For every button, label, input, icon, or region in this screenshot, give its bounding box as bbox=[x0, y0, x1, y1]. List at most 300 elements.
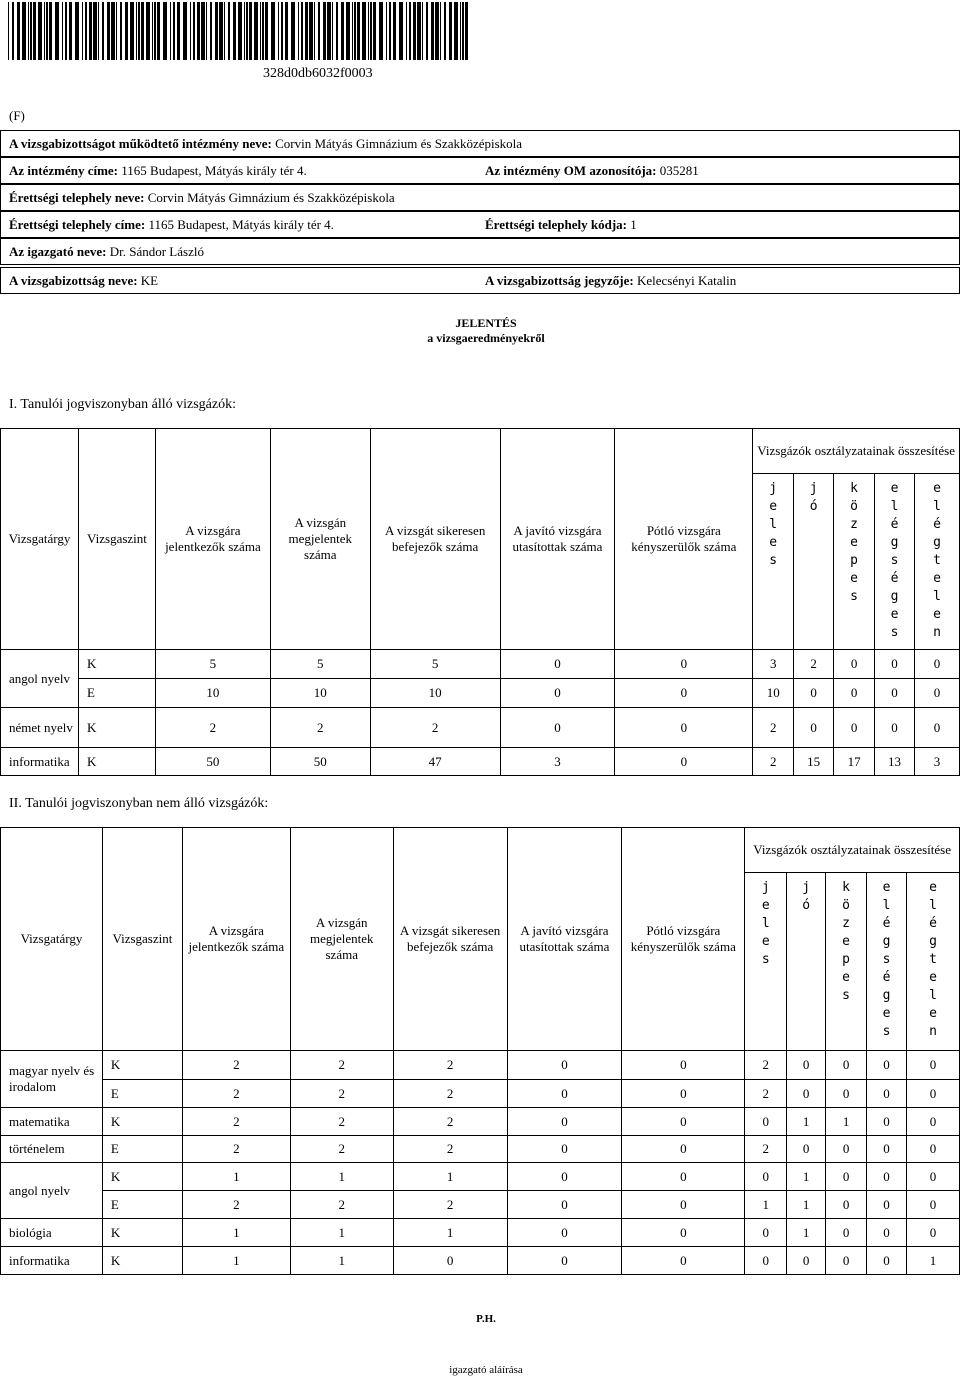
value-cell: 2 bbox=[745, 1136, 787, 1163]
barcode-bar bbox=[332, 2, 333, 60]
value-cell: 1 bbox=[787, 1191, 826, 1219]
value-cell: 2 bbox=[745, 1080, 787, 1108]
barcode-bar bbox=[69, 2, 72, 60]
col-grade bbox=[907, 873, 960, 1051]
table-row bbox=[1, 1247, 960, 1275]
value-cell: 0 bbox=[914, 708, 959, 748]
form-mark: (F) bbox=[9, 108, 25, 123]
value-cell: 0 bbox=[507, 1136, 622, 1163]
col-subject: Vizsgatárgy bbox=[1, 828, 103, 1051]
value-cell: 0 bbox=[914, 679, 959, 708]
om-value: 035281 bbox=[659, 162, 699, 178]
barcode-bar bbox=[224, 2, 225, 60]
value-cell: 0 bbox=[867, 1219, 907, 1247]
signature-label: igazgató aláírása bbox=[449, 1364, 523, 1376]
value-cell: 0 bbox=[507, 1108, 622, 1136]
col-level: Vizsgaszint bbox=[102, 828, 182, 1051]
value-cell: 2 bbox=[745, 1051, 787, 1080]
value-cell: 2 bbox=[393, 1080, 507, 1108]
value-cell: 0 bbox=[787, 1080, 826, 1108]
barcode-bar bbox=[285, 2, 288, 60]
value-cell: 1 bbox=[393, 1163, 507, 1191]
value-cell: 0 bbox=[507, 1051, 622, 1080]
table-row bbox=[1, 1080, 960, 1108]
subject-cell: informatika bbox=[1, 748, 79, 776]
barcode-bar bbox=[183, 2, 187, 60]
value-cell: 0 bbox=[787, 1247, 826, 1275]
barcode-bar bbox=[431, 2, 434, 60]
barcode-bar bbox=[291, 2, 295, 60]
value-cell: 1 bbox=[182, 1163, 290, 1191]
barcode-bar bbox=[249, 2, 252, 60]
barcode-code: 328d0db6032f0003 bbox=[263, 66, 373, 81]
barcode-bar bbox=[30, 2, 32, 60]
value-cell: 0 bbox=[745, 1108, 787, 1136]
value-cell: 0 bbox=[907, 1136, 960, 1163]
value-cell: 2 bbox=[290, 1108, 393, 1136]
header-row-site-name bbox=[0, 184, 960, 211]
barcode-bar bbox=[346, 2, 350, 60]
table-row bbox=[1, 679, 960, 708]
barcode-bar bbox=[271, 2, 275, 60]
value-cell: 50 bbox=[155, 748, 270, 776]
barcode-bar bbox=[352, 2, 353, 60]
barcode-bar bbox=[298, 2, 299, 60]
col-level: Vizsgaszint bbox=[78, 429, 155, 650]
barcode-bar bbox=[44, 2, 45, 60]
subject-cell: történelem bbox=[1, 1136, 103, 1163]
value-cell: 0 bbox=[745, 1247, 787, 1275]
value-cell: 13 bbox=[875, 748, 915, 776]
value-cell: 15 bbox=[794, 748, 834, 776]
barcode-bar bbox=[444, 2, 446, 60]
header-row-committee bbox=[0, 267, 960, 294]
value-cell: 0 bbox=[745, 1163, 787, 1191]
value-cell: 1 bbox=[182, 1219, 290, 1247]
barcode-bar bbox=[362, 2, 366, 60]
value-cell: 0 bbox=[907, 1191, 960, 1219]
value-cell: 1 bbox=[787, 1219, 826, 1247]
subject-cell: informatika bbox=[1, 1247, 103, 1275]
site-address-value: 1165 Budapest, Mátyás király tér 4. bbox=[148, 216, 334, 232]
barcode-bar bbox=[406, 2, 407, 60]
value-cell: 0 bbox=[867, 1051, 907, 1080]
level-cell: K bbox=[78, 748, 155, 776]
value-cell: 0 bbox=[834, 679, 875, 708]
committee-value: KE bbox=[140, 272, 159, 288]
value-cell: 2 bbox=[393, 1191, 507, 1219]
value-cell: 2 bbox=[753, 748, 794, 776]
barcode-bar bbox=[422, 2, 423, 60]
value-cell: 0 bbox=[834, 708, 875, 748]
report-title: JELENTÉS bbox=[455, 316, 517, 330]
value-cell: 2 bbox=[270, 708, 370, 748]
value-cell: 0 bbox=[867, 1163, 907, 1191]
value-cell: 5 bbox=[270, 650, 370, 679]
value-cell: 10 bbox=[753, 679, 794, 708]
value-cell: 1 bbox=[290, 1163, 393, 1191]
header-row-address bbox=[0, 157, 960, 184]
barcode-bar bbox=[336, 2, 338, 60]
barcode-bar bbox=[89, 2, 92, 60]
site-address-label: Érettségi telephely címe: bbox=[9, 216, 146, 232]
subject-cell: magyar nyelv és irodalom bbox=[1, 1051, 103, 1108]
value-cell: 5 bbox=[155, 650, 270, 679]
value-cell: 0 bbox=[622, 1191, 745, 1219]
value-cell: 0 bbox=[500, 679, 615, 708]
value-cell: 0 bbox=[875, 650, 915, 679]
stamp-placeholder: P.H. bbox=[476, 1313, 496, 1325]
barcode-bar bbox=[215, 2, 218, 60]
barcode-bar bbox=[389, 2, 391, 60]
barcode-bar bbox=[413, 2, 416, 60]
value-cell: 2 bbox=[370, 708, 500, 748]
value-cell: 2 bbox=[393, 1108, 507, 1136]
barcode-bar bbox=[152, 2, 153, 60]
grade-label: j ó bbox=[809, 481, 818, 514]
level-cell: K bbox=[102, 1051, 182, 1080]
col-subject: Vizsgatárgy bbox=[1, 429, 79, 650]
barcode-bar bbox=[449, 2, 452, 60]
header-row-institution bbox=[0, 130, 960, 157]
subject-cell: angol nyelv bbox=[1, 1163, 103, 1219]
barcode-bar bbox=[173, 2, 175, 60]
value-cell: 0 bbox=[826, 1247, 867, 1275]
value-cell: 2 bbox=[393, 1136, 507, 1163]
value-cell: 0 bbox=[622, 1247, 745, 1275]
grade-label: k ö z e p e s bbox=[850, 481, 858, 604]
barcode-bar bbox=[440, 2, 441, 60]
barcode-bar bbox=[460, 2, 461, 60]
col-passed: A vizsgát sikeresen befejezők száma bbox=[370, 429, 500, 650]
value-cell: 47 bbox=[370, 748, 500, 776]
barcode-bar bbox=[49, 2, 52, 60]
barcode-bar bbox=[373, 2, 376, 60]
col-grade bbox=[867, 873, 907, 1051]
subject-cell: angol nyelv bbox=[1, 650, 79, 708]
table-row bbox=[1, 650, 960, 679]
value-cell: 2 bbox=[290, 1051, 393, 1080]
barcode-bar bbox=[341, 2, 344, 60]
barcode-bar bbox=[305, 2, 308, 60]
value-cell: 0 bbox=[867, 1247, 907, 1275]
grade-label: e l é g s é g e s bbox=[882, 880, 891, 1039]
value-cell: 0 bbox=[907, 1051, 960, 1080]
barcode-bar bbox=[370, 2, 372, 60]
barcode-bar bbox=[254, 2, 258, 60]
level-cell: K bbox=[78, 650, 155, 679]
barcode-bar bbox=[357, 2, 360, 60]
barcode-bar bbox=[22, 2, 26, 60]
col-grade bbox=[826, 873, 867, 1051]
value-cell: 3 bbox=[753, 650, 794, 679]
barcode-bar bbox=[197, 2, 200, 60]
value-cell: 0 bbox=[907, 1108, 960, 1136]
col-makeup: Pótló vizsgára kényszerülők száma bbox=[622, 828, 745, 1051]
barcode-bar bbox=[193, 2, 195, 60]
col-appeared: A vizsgán megjelentek száma bbox=[290, 828, 393, 1051]
value-cell: 0 bbox=[826, 1051, 867, 1080]
barcode-bar bbox=[146, 2, 150, 60]
grade-label: e l é g s é g e s bbox=[890, 481, 899, 640]
value-cell: 2 bbox=[182, 1051, 290, 1080]
subject-cell: biológia bbox=[1, 1219, 103, 1247]
barcode-bar bbox=[309, 2, 313, 60]
value-cell: 0 bbox=[500, 708, 615, 748]
barcode-bar bbox=[136, 2, 137, 60]
value-cell: 0 bbox=[914, 650, 959, 679]
barcode-bar bbox=[399, 2, 403, 60]
header-row-site-address bbox=[0, 211, 960, 238]
barcode-bar bbox=[246, 2, 248, 60]
value-cell: 0 bbox=[907, 1219, 960, 1247]
section1-table bbox=[0, 428, 960, 776]
value-cell: 0 bbox=[622, 1136, 745, 1163]
address-label: Az intézmény címe: bbox=[9, 162, 119, 178]
barcode-bar bbox=[426, 2, 428, 60]
site-code-label: Érettségi telephely kódja: bbox=[485, 216, 628, 232]
value-cell: 0 bbox=[507, 1247, 622, 1275]
value-cell: 2 bbox=[290, 1191, 393, 1219]
table-row bbox=[1, 708, 960, 748]
level-cell: E bbox=[102, 1191, 182, 1219]
value-cell: 2 bbox=[393, 1051, 507, 1080]
section1-title: I. Tanulói jogviszonyban álló vizsgázók: bbox=[9, 397, 236, 412]
value-cell: 0 bbox=[787, 1136, 826, 1163]
barcode-bar bbox=[55, 2, 59, 60]
site-name-label: Érettségi telephely neve: bbox=[9, 189, 145, 205]
barcode-bar bbox=[8, 2, 9, 60]
barcode-bar bbox=[260, 2, 261, 60]
barcode-bar bbox=[417, 2, 421, 60]
value-cell: 2 bbox=[794, 650, 834, 679]
level-cell: K bbox=[78, 708, 155, 748]
col-grade bbox=[787, 873, 826, 1051]
value-cell: 1 bbox=[290, 1219, 393, 1247]
value-cell: 10 bbox=[370, 679, 500, 708]
value-cell: 0 bbox=[507, 1191, 622, 1219]
value-cell: 0 bbox=[907, 1163, 960, 1191]
value-cell: 1 bbox=[290, 1247, 393, 1275]
value-cell: 0 bbox=[794, 708, 834, 748]
barcode-bar bbox=[265, 2, 268, 60]
col-grade bbox=[914, 474, 959, 650]
value-cell: 0 bbox=[867, 1136, 907, 1163]
level-cell: K bbox=[102, 1247, 182, 1275]
institution-label: A vizsgabizottságot működtető intézmény neve: bbox=[9, 135, 272, 151]
value-cell: 0 bbox=[622, 1219, 745, 1247]
subject-cell: német nyelv bbox=[1, 708, 79, 748]
value-cell: 0 bbox=[826, 1191, 867, 1219]
barcode-bar bbox=[120, 2, 122, 60]
col-applied: A vizsgára jelentkezők száma bbox=[182, 828, 290, 1051]
col-passed: A vizsgát sikeresen befejezők száma bbox=[393, 828, 507, 1051]
site-code-value: 1 bbox=[630, 216, 637, 232]
table-row bbox=[1, 1191, 960, 1219]
value-cell: 17 bbox=[834, 748, 875, 776]
barcode-bar bbox=[219, 2, 223, 60]
value-cell: 0 bbox=[615, 748, 753, 776]
barcode-bar bbox=[107, 2, 110, 60]
barcode-bar bbox=[327, 2, 331, 60]
table-row bbox=[1, 748, 960, 776]
value-cell: 1 bbox=[182, 1247, 290, 1275]
table-row bbox=[1, 1136, 960, 1163]
value-cell: 0 bbox=[875, 708, 915, 748]
barcode-bar bbox=[301, 2, 303, 60]
barcode-bar bbox=[393, 2, 396, 60]
value-cell: 1 bbox=[393, 1219, 507, 1247]
clerk-value: Kelecsényi Katalin bbox=[637, 272, 737, 288]
value-cell: 0 bbox=[867, 1108, 907, 1136]
table-row bbox=[1, 1051, 960, 1080]
value-cell: 1 bbox=[787, 1108, 826, 1136]
value-cell: 0 bbox=[826, 1163, 867, 1191]
value-cell: 0 bbox=[615, 708, 753, 748]
address-value: 1165 Budapest, Mátyás király tér 4. bbox=[121, 162, 307, 178]
grade-label: j ó bbox=[802, 880, 811, 913]
col-grade bbox=[875, 474, 915, 650]
value-cell: 1 bbox=[745, 1191, 787, 1219]
barcode-bar bbox=[98, 2, 99, 60]
col-makeup: Pótló vizsgára kényszerülők száma bbox=[615, 429, 753, 650]
barcode-bar bbox=[314, 2, 315, 60]
value-cell: 2 bbox=[290, 1136, 393, 1163]
director-value: Dr. Sándor László bbox=[109, 243, 204, 259]
value-cell: 0 bbox=[867, 1191, 907, 1219]
value-cell: 2 bbox=[182, 1136, 290, 1163]
table-row bbox=[1, 1163, 960, 1191]
value-cell: 0 bbox=[507, 1163, 622, 1191]
barcode-bar bbox=[102, 2, 104, 60]
report-subtitle: a vizsgaeredményekről bbox=[427, 331, 545, 345]
value-cell: 0 bbox=[615, 650, 753, 679]
value-cell: 0 bbox=[622, 1051, 745, 1080]
barcode-bar bbox=[206, 2, 207, 60]
barcode-bar bbox=[244, 2, 245, 60]
barcode-bar bbox=[33, 2, 36, 60]
col-grade bbox=[745, 873, 787, 1051]
barcode-bar bbox=[111, 2, 115, 60]
barcode-bar bbox=[75, 2, 79, 60]
table-row bbox=[1, 1219, 960, 1247]
value-cell: 0 bbox=[907, 1080, 960, 1108]
value-cell: 0 bbox=[622, 1080, 745, 1108]
grade-label: e l é g t e l e n bbox=[933, 481, 941, 640]
col-grade bbox=[753, 474, 794, 650]
barcode-bar bbox=[82, 2, 83, 60]
value-cell: 0 bbox=[622, 1163, 745, 1191]
barcode-bar bbox=[465, 2, 468, 60]
barcode-bar bbox=[93, 2, 97, 60]
col-grade bbox=[834, 474, 875, 650]
value-cell: 0 bbox=[500, 650, 615, 679]
table-row bbox=[1, 1108, 960, 1136]
value-cell: 2 bbox=[182, 1108, 290, 1136]
section2-title: II. Tanulói jogviszonyban nem álló vizsgázók: bbox=[9, 796, 269, 811]
grade-label: e l é g t e l e n bbox=[929, 880, 937, 1039]
barcode-bar bbox=[157, 2, 160, 60]
barcode-bar bbox=[210, 2, 212, 60]
barcode-bar bbox=[262, 2, 264, 60]
barcode-bar bbox=[12, 2, 14, 60]
value-cell: 0 bbox=[507, 1219, 622, 1247]
col-grade bbox=[794, 474, 834, 650]
barcode-bar bbox=[130, 2, 134, 60]
value-cell: 0 bbox=[826, 1080, 867, 1108]
barcode-bar bbox=[65, 2, 67, 60]
barcode-bar bbox=[190, 2, 191, 60]
barcode-bar bbox=[238, 2, 242, 60]
barcode-bar bbox=[28, 2, 29, 60]
barcode-bar bbox=[281, 2, 283, 60]
value-cell: 0 bbox=[507, 1080, 622, 1108]
barcode-bar bbox=[278, 2, 279, 60]
barcode-bar bbox=[386, 2, 387, 60]
value-cell: 0 bbox=[787, 1051, 826, 1080]
value-cell: 0 bbox=[834, 650, 875, 679]
value-cell: 0 bbox=[615, 679, 753, 708]
value-cell: 2 bbox=[290, 1080, 393, 1108]
value-cell: 0 bbox=[875, 679, 915, 708]
barcode-bar bbox=[17, 2, 20, 60]
value-cell: 2 bbox=[182, 1191, 290, 1219]
value-cell: 1 bbox=[787, 1163, 826, 1191]
header-row-director bbox=[0, 238, 960, 265]
barcode-bar bbox=[170, 2, 171, 60]
value-cell: 50 bbox=[270, 748, 370, 776]
barcode-bar bbox=[379, 2, 383, 60]
barcode bbox=[8, 2, 468, 60]
barcode-bar bbox=[138, 2, 140, 60]
committee-label: A vizsgabizottság neve: bbox=[9, 272, 138, 288]
grade-label: j e l e s bbox=[769, 481, 778, 568]
value-cell: 0 bbox=[745, 1219, 787, 1247]
value-cell: 2 bbox=[182, 1080, 290, 1108]
barcode-bar bbox=[141, 2, 144, 60]
col-appeared: A vizsgán megjelentek száma bbox=[270, 429, 370, 650]
section2-table bbox=[0, 827, 960, 1275]
value-cell: 0 bbox=[794, 679, 834, 708]
col-grades-group: Vizsgázók osztályzatainak összesítése bbox=[745, 828, 960, 873]
barcode-bar bbox=[201, 2, 205, 60]
value-cell: 3 bbox=[500, 748, 615, 776]
barcode-bar bbox=[62, 2, 63, 60]
barcode-bar bbox=[435, 2, 439, 60]
value-cell: 1 bbox=[826, 1108, 867, 1136]
barcode-bar bbox=[318, 2, 320, 60]
value-cell: 0 bbox=[826, 1136, 867, 1163]
value-cell: 1 bbox=[907, 1247, 960, 1275]
site-name-value: Corvin Mátyás Gimnázium és Szakközépiskola bbox=[147, 189, 395, 205]
barcode-bar bbox=[354, 2, 356, 60]
subject-cell: matematika bbox=[1, 1108, 103, 1136]
director-label: Az igazgató neve: bbox=[9, 243, 107, 259]
barcode-bar bbox=[38, 2, 42, 60]
value-cell: 2 bbox=[155, 708, 270, 748]
barcode-bar bbox=[46, 2, 48, 60]
barcode-bar bbox=[85, 2, 87, 60]
col-retake: A javító vizsgára utasítottak száma bbox=[500, 429, 615, 650]
col-applied: A vizsgára jelentkezők száma bbox=[155, 429, 270, 650]
barcode-bar bbox=[409, 2, 411, 60]
barcode-bar bbox=[323, 2, 326, 60]
om-label: Az intézmény OM azonosítója: bbox=[485, 162, 657, 178]
grade-label: j e l e s bbox=[761, 880, 770, 967]
value-cell: 5 bbox=[370, 650, 500, 679]
value-cell: 0 bbox=[393, 1247, 507, 1275]
value-cell: 2 bbox=[753, 708, 794, 748]
